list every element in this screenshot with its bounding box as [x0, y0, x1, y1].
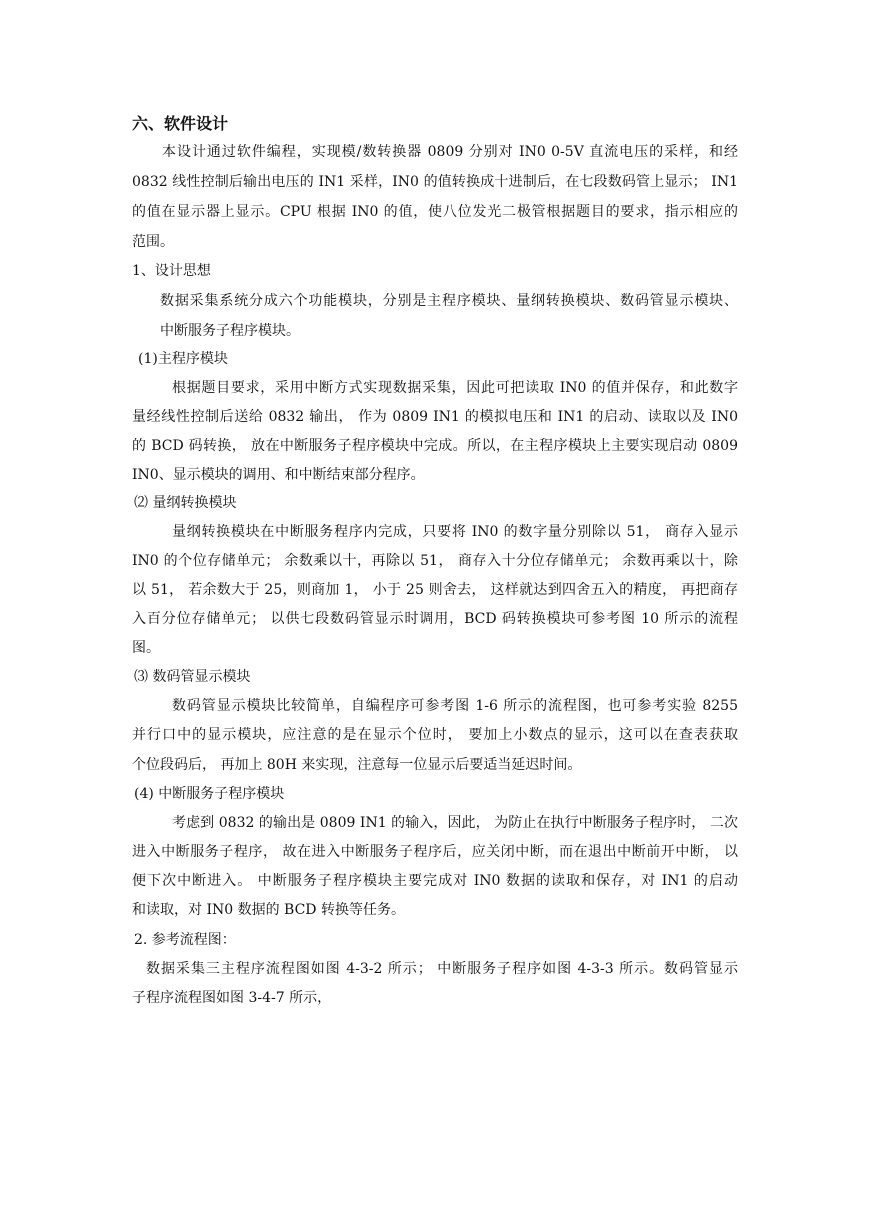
conversion-line-4: 入百分位存储单元； 以供七段数码管显示时调用，BCD 码转换模块可参考图 10 所示的流程: [132, 611, 738, 627]
interrupt-module-line-2: 进入中断服务子程序， 故在进入中断服务子程序后，应关闭中断，而在退出中断前开中断， 以: [132, 844, 738, 860]
interrupt-module-heading: (4) 中断服务子程序模块: [134, 786, 285, 802]
main-program-line-2: 量经线性控制后送给 0832 输出， 作为 0809 IN1 的模拟电压和 IN1 的启动、读取以及 IN0: [132, 409, 738, 425]
interrupt-module-line-1: 考虑到 0832 的输出是 0809 IN1 的输入，因此， 为防止在执行中断服务子程序时， 二次: [172, 815, 738, 831]
display-module-line-1: 数码管显示模块比较简单，自编程序可参考图 1-6 所示的流程图，也可参考实验 8255: [172, 698, 738, 714]
conversion-heading: ⑵ 量纲转换模块: [134, 495, 237, 511]
main-program-heading: (1)主程序模块: [138, 351, 228, 367]
main-program-line-4: IN0、显示模块的调用、和中断结束部分程序。: [132, 467, 425, 483]
intro-line-4: 范围。: [132, 234, 174, 250]
main-program-line-1: 根据题目要求，采用中断方式实现数据采集，因此可把读取 IN0 的值并保存，和此数字: [172, 380, 738, 396]
intro-line-1: 本设计通过软件编程，实现模/数转换器 0809 分别对 IN0 0-5V 直流电压的采样，和经: [162, 144, 738, 160]
conversion-line-5: 图。: [132, 640, 160, 656]
interrupt-module-line-3: 便下次中断进入。 中断服务子程序模块主要完成对 IN0 数据的读取和保存，对 IN1 的启动: [132, 873, 738, 889]
conversion-line-3: 以 51， 若余数大于 25，则商加 1， 小于 25 则舍去， 这样就达到四舍五入的精度， 再把商存: [132, 582, 738, 598]
conversion-line-1: 量纲转换模块在中断服务程序内完成，只要将 IN0 的数字量分别除以 51， 商存入显示: [172, 524, 738, 540]
display-module-heading: ⑶ 数码管显示模块: [134, 669, 251, 685]
intro-line-3: 的值在显示器上显示。CPU 根据 IN0 的值，使八位发光二极管根据题目的要求，指示相应的: [132, 204, 738, 220]
design-idea-line-2: 中断服务子程序模块。: [160, 323, 300, 339]
flowchart-line-1: 数据采集三主程序流程图如图 4-3-2 所示； 中断服务子程序如图 4-3-3 所示。数码管显示: [146, 961, 738, 977]
intro-line-2: 0832 线性控制后输出电压的 IN1 采样，IN0 的值转换成十进制后，在七段数码管上显示； IN1: [132, 174, 738, 190]
flowchart-heading: 2. 参考流程图：: [134, 932, 236, 948]
conversion-line-2: IN0 的个位存储单元； 余数乘以十，再除以 51， 商存入十分位存储单元； 余数再乘以十，除: [132, 553, 738, 569]
interrupt-module-line-4: 和读取，对 IN0 数据的 BCD 转换等任务。: [132, 902, 405, 918]
main-program-line-3: 的 BCD 码转换， 放在中断服务子程序模块中完成。所以，在主程序模块上主要实现启动 0809: [132, 438, 738, 454]
section-title: 六、软件设计: [132, 114, 229, 133]
design-idea-line-1: 数据采集系统分成六个功能模块，分别是主程序模块、量纲转换模块、数码管显示模块、: [160, 293, 738, 309]
design-idea-heading: 1、设计思想: [132, 263, 211, 279]
flowchart-line-2: 子程序流程图如图 3-4-7 所示，: [132, 990, 332, 1006]
display-module-line-2: 并行口中的显示模块，应注意的是在显示个位时， 要加上小数点的显示，这可以在查表获取: [132, 727, 738, 743]
display-module-line-3: 个位段码后， 再加上 80H 来实现，注意每一位显示后要适当延迟时间。: [132, 757, 582, 773]
